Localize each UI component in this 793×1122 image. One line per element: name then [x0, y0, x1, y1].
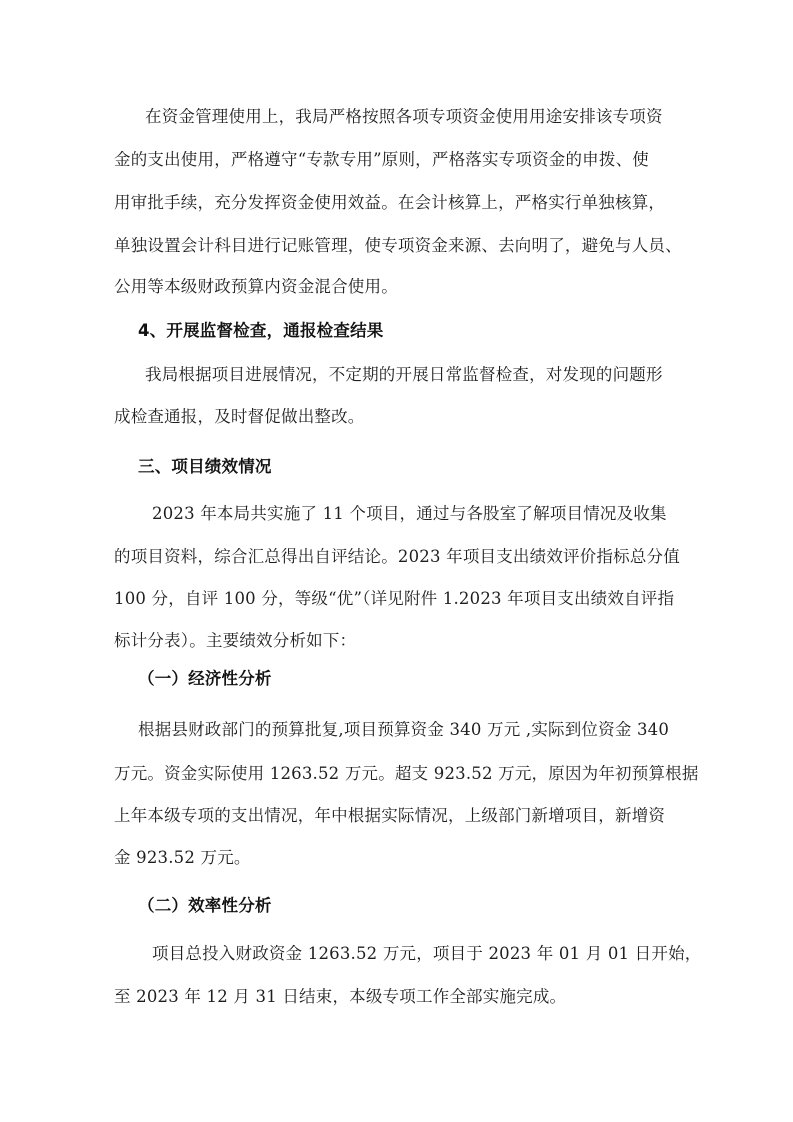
- text-line: 的项目资料，综合汇总得出自评结论。2023 年项目支出绩效评价指标总分值: [114, 547, 680, 566]
- text-line: 根据县财政部门的预算批复,项目预算资金 340 万元 ,实际到位资金 340: [138, 720, 670, 739]
- heading-supervision: 4、开展监督检查，通报检查结果: [138, 321, 384, 340]
- text-line: 金的支出使用，严格遵守“专款专用”原则，严格落实专项资金的申拨、使: [114, 150, 649, 169]
- text-line: 上年本级专项的支出情况，年中根据实际情况，上级部门新增项目，新增资: [114, 806, 666, 825]
- text-line: 公用等本级财政预算内资金混合使用。: [114, 277, 398, 296]
- subheading-efficiency: （二）效率性分析: [138, 896, 272, 915]
- text-line: 项目总投入财政资金 1263.52 万元，项目于 2023 年 01 月 01 日开始，: [152, 944, 702, 963]
- text-line: 至 2023 年 12 月 31 日结束，本级专项工作全部实施完成。: [114, 987, 567, 1006]
- text-line: 标计分表）。主要绩效分析如下：: [114, 631, 357, 650]
- text-line: 成检查通报，及时督促做出整改。: [114, 407, 365, 426]
- text-line: 万元。资金实际使用 1263.52 万元。超支 923.52 万元，原因为年初预算根据: [114, 764, 699, 783]
- subheading-economy: （一）经济性分析: [138, 669, 272, 688]
- text-line: 单独设置会计科目进行记账管理，使专项资金来源、去向明了，避免与人员、: [114, 236, 682, 255]
- text-line: 在资金管理使用上，我局严格按照各项专项资金使用用途安排该专项资: [145, 107, 663, 126]
- text-line: 用审批手续，充分发挥资金使用效益。在会计核算上，严格实行单独核算，: [114, 193, 666, 212]
- text-line: 2023 年本局共实施了 11 个项目，通过与各股室了解项目情况及收集: [152, 504, 667, 523]
- text-line: 100 分，自评 100 分，等级“优”（详见附件 1.2023 年项目支出绩效自评指: [114, 589, 675, 608]
- text-line: 我局根据项目进展情况，不定期的开展日常监督检查，对发现的问题形: [145, 365, 663, 384]
- section-title-performance: 三、项目绩效情况: [138, 457, 272, 476]
- text-line: 金 923.52 万元。: [114, 848, 251, 867]
